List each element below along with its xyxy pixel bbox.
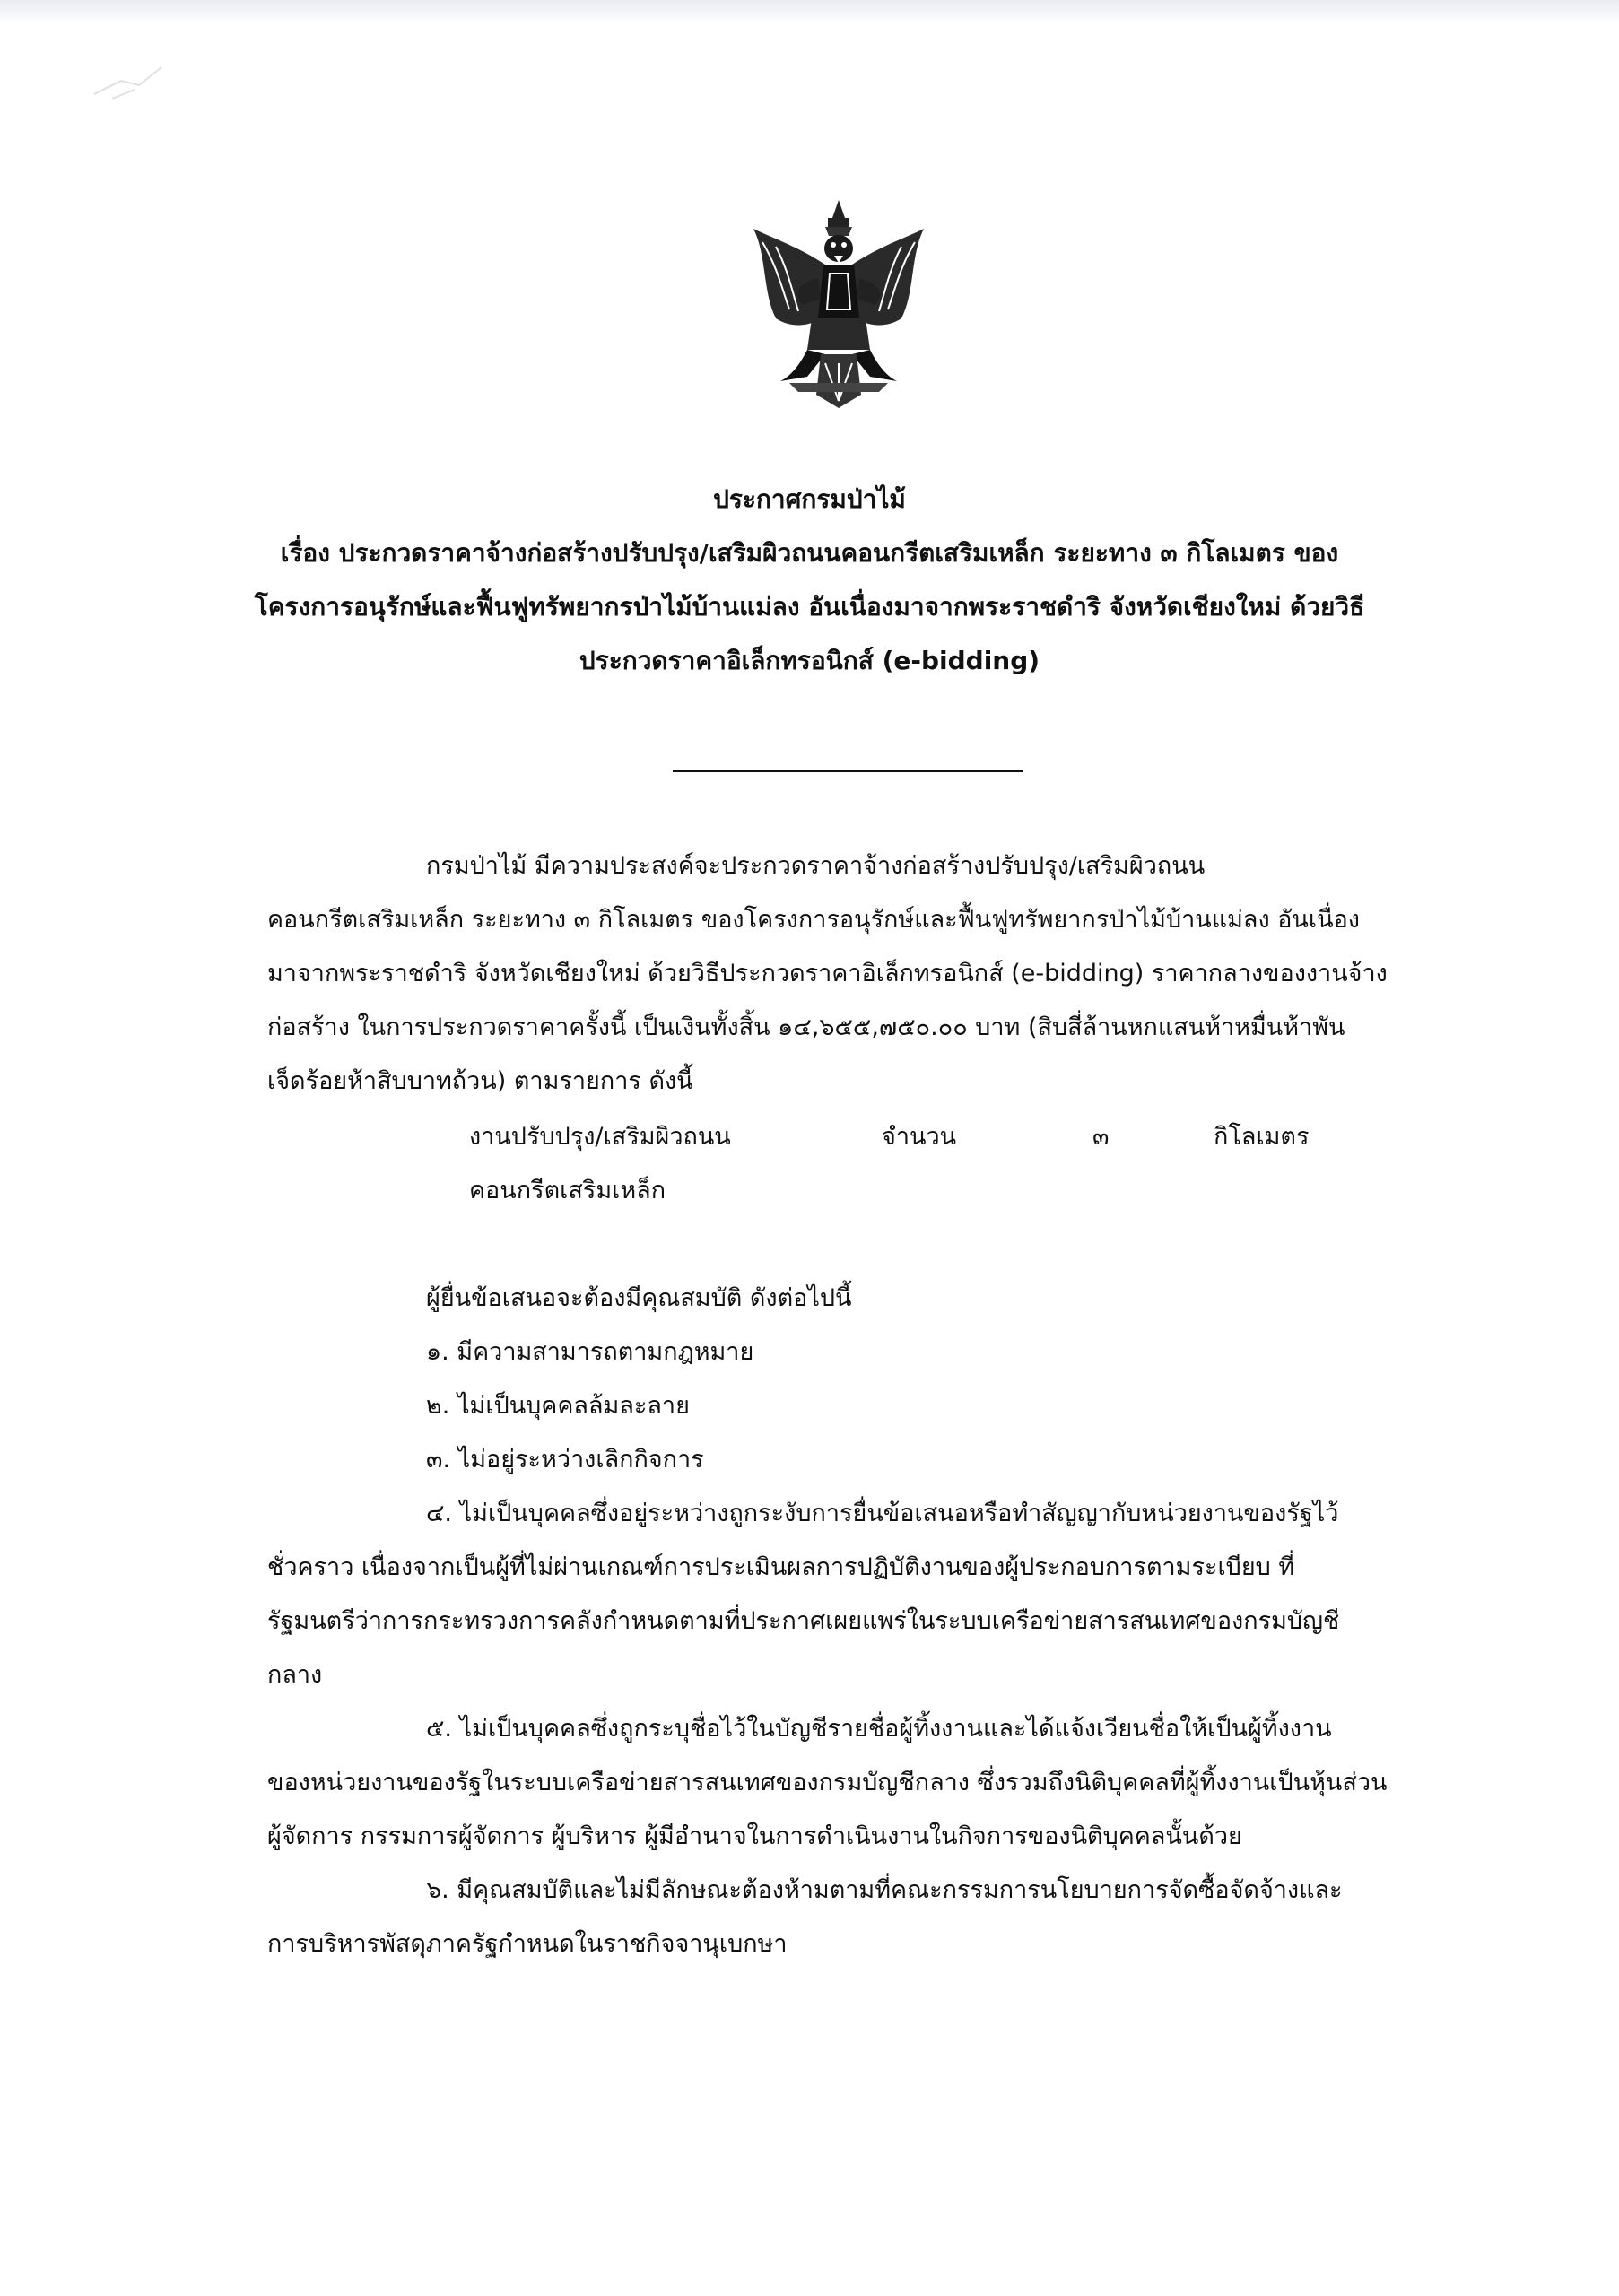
subject-line-2: โครงการอนุรักษ์และฟื้นฟูทรัพยากรป่าไม้บ้านแม่ลง อันเนื่องมาจากพระราชดำริ จังหวัดเชียงใหม่ ด้วยวิธี	[254, 592, 1365, 622]
qualification-4-line-2: ชั่วคราว เนื่องจากเป็นผู้ที่ไม่ผ่านเกณฑ์การประเมินผลการปฏิบัติงานของผู้ประกอบการตามระเบียบ ที่	[267, 1553, 1295, 1581]
subject-line-1: เรื่อง ประกวดราคาจ้างก่อสร้างปรับปรุง/เสริมผิวถนนคอนกรีตเสริมเหล็ก ระยะทาง ๓ กิโลเมตร ของ	[280, 538, 1339, 568]
intro-line-1: กรมป่าไม้ มีความประสงค์จะประกวดราคาจ้างก่อสร้างปรับปรุง/เสริมผิวถนน	[426, 852, 1206, 880]
qualification-2: ๒. ไม่เป็นบุคคลล้มละลาย	[426, 1392, 690, 1420]
scan-artifact	[85, 49, 193, 112]
garuda-emblem-icon	[736, 193, 942, 417]
intro-line-5: เจ็ดร้อยห้าสิบบาทถ้วน) ตามรายการ ดังนี้	[267, 1067, 693, 1095]
qualification-5-line-2: ของหน่วยงานของรัฐในระบบเครือข่ายสารสนเทศของกรมบัญชีกลาง ซึ่งรวมถึงนิติบุคคลที่ผู้ทิ้งงานเป็นหุ้นส่วน	[267, 1769, 1388, 1796]
subject-line-3: ประกวดราคาอิเล็กทรอนิกส์ (e-bidding)	[579, 646, 1040, 675]
qualification-4-line-4: กลาง	[267, 1661, 323, 1689]
qualification-intro: ผู้ยื่นข้อเสนอจะต้องมีคุณสมบัติ ดังต่อไปนี้	[426, 1284, 852, 1312]
qualification-5-line-3: ผู้จัดการ กรรมการผู้จัดการ ผู้บริหาร ผู้มีอำนาจในการดำเนินงานในกิจการของนิติบุคคลนั้นด้วย	[267, 1822, 1242, 1850]
intro-line-3: มาจากพระราชดำริ จังหวัดเชียงใหม่ ด้วยวิธีประกวดราคาอิเล็กทรอนิกส์ (e-bidding) ราคากลางของงานจ้าง	[267, 960, 1388, 987]
qualification-6-line-1: ๖. มีคุณสมบัติและไม่มีลักษณะต้องห้ามตามที่คณะกรรมการนโยบายการจัดซื้อจัดจ้างและ	[426, 1876, 1343, 1904]
item-unit: กิโลเมตร	[1214, 1123, 1310, 1151]
intro-line-4: ก่อสร้าง ในการประกวดราคาครั้งนี้ เป็นเงินทั้งสิ้น ๑๔,๖๕๕,๗๕๐.๐๐ บาท (สิบสี่ล้านหกแสนห้าหมื่นห้าพัน	[267, 1013, 1345, 1041]
title-divider	[673, 770, 1023, 772]
announcement-title: ประกาศกรมป่าไม้	[713, 484, 906, 514]
scan-top-band	[0, 0, 1619, 23]
item-name-line-1: งานปรับปรุง/เสริมผิวถนน	[469, 1123, 731, 1151]
qualification-4-line-1: ๔. ไม่เป็นบุคคลซึ่งอยู่ระหว่างถูกระงับการยื่นข้อเสนอหรือทำสัญญากับหน่วยงานของรัฐไว้	[426, 1500, 1339, 1527]
qualification-4-line-3: รัฐมนตรีว่าการกระทรวงการคลังกำหนดตามที่ประกาศเผยแพร่ในระบบเครือข่ายสารสนเทศของกรมบัญชี	[267, 1607, 1340, 1635]
item-quantity: ๓	[1092, 1123, 1110, 1151]
item-quantity-label: จำนวน	[882, 1123, 957, 1151]
item-name-line-2: คอนกรีตเสริมเหล็ก	[469, 1177, 666, 1205]
qualification-3: ๓. ไม่อยู่ระหว่างเลิกกิจการ	[426, 1446, 704, 1474]
qualification-5-line-1: ๕. ไม่เป็นบุคคลซึ่งถูกระบุชื่อไว้ในบัญชีรายชื่อผู้ทิ้งงานและได้แจ้งเวียนชื่อให้เป็นผู้ทิ้งงาน	[426, 1715, 1332, 1743]
qualification-6-line-2: การบริหารพัสดุภาครัฐกำหนดในราชกิจจานุเบกษา	[267, 1930, 788, 1958]
qualification-1: ๑. มีความสามารถตามกฎหมาย	[426, 1338, 754, 1366]
intro-line-2: คอนกรีตเสริมเหล็ก ระยะทาง ๓ กิโลเมตร ของโครงการอนุรักษ์และฟื้นฟูทรัพยากรป่าไม้บ้านแม่ลง อันเนื่อง	[267, 906, 1360, 934]
